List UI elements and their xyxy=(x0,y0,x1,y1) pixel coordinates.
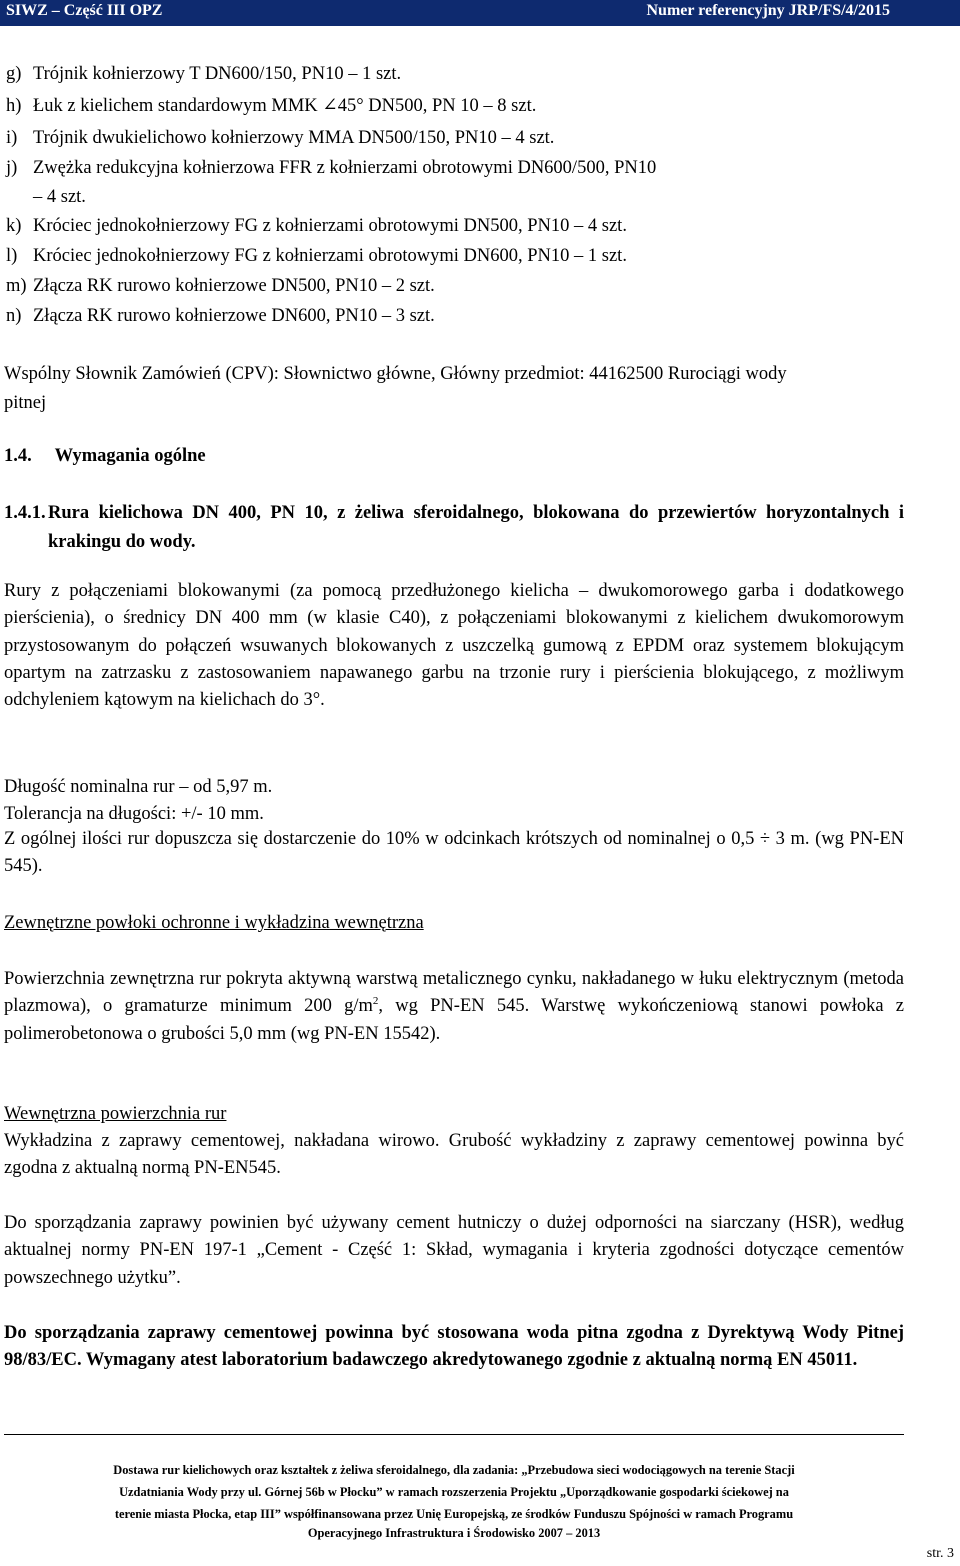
footer-line: Operacyjnego Infrastruktura i Środowisko 2007 – 2013 xyxy=(307,1526,601,1540)
page-number: str. 3 xyxy=(926,1546,954,1561)
list-letter: m) xyxy=(6,276,27,296)
section-number: 1.4. xyxy=(4,446,32,466)
inner-surface-paragraph: Wykładzina z zaprawy cementowej, nakładana wirowo. Grubość wykładziny z zaprawy cementowej powinna być zgodna z aktualną normą PN-EN545. xyxy=(4,1131,904,1179)
list-text: Króciec jednokołnierzowy FG z kołnierzami obrotowymi DN500, PN10 – 4 szt. xyxy=(33,216,627,236)
list-text: Trójnik dwukielichowo kołnierzowy MMA DN500/150, PN10 – 4 szt. xyxy=(33,128,555,148)
subsection-heading xyxy=(4,499,904,557)
list-item xyxy=(6,61,401,87)
list-item xyxy=(6,273,435,299)
length-tolerance: Tolerancja na długości: +/- 10 mm. xyxy=(4,804,264,824)
list-item xyxy=(6,125,554,151)
list-item xyxy=(6,155,656,181)
header-reference: Numer referencyjny JRP/FS/4/2015 xyxy=(646,2,890,19)
section-title: Wymagania ogólne xyxy=(54,446,206,466)
list-letter: j) xyxy=(6,158,18,178)
footer-line: terenie miasta Płocka, etap III” współfinansowana przez Unię Europejską, ze środków Funduszu Spójności w ramach Programu xyxy=(114,1507,794,1521)
pipe-description-paragraph: Rury z połączeniami blokowanymi (za pomocą przedłużonego kielicha – dwukomorowego garba i dodatkowego pierścienia), o średnicy DN 400 mm (w klasie C40), z połączeniami blokowanymi z kielichem dwukomorowym przystosowanym do połączeń wsuwanych blokowanych z uszczelką gumową z EPDM oraz systemem blokującym opartym na zatrzasku z zastosowaniem napawanego garbu na trzonie rury i pierścienia blokującego, z możliwym odchyleniem kątowym na kielichach do 3°. xyxy=(4,581,904,711)
list-text: Zwężka redukcyjna kołnierzowa FFR z kołnierzami obrotowymi DN600/500, PN10 xyxy=(33,158,657,178)
list-letter: h) xyxy=(6,96,22,116)
footer-line: Uzdatniania Wody przy ul. Górnej 56b w Płocku” w ramach rozszerzenia Projektu „Uporządkowanie gospodarki ściekowej na xyxy=(119,1485,789,1499)
list-letter: g) xyxy=(6,64,22,84)
list-letter: i) xyxy=(6,128,18,148)
list-text: Łuk z kielichem standardowym MMK ∠45° DN500, PN 10 – 8 szt. xyxy=(33,96,537,116)
nominal-length: Długość nominalna rur – od 5,97 m. xyxy=(4,777,273,797)
list-text: Złącza RK rurowo kołnierzowe DN600, PN10 – 3 szt. xyxy=(33,306,435,326)
footer-line: Dostawa rur kielichowych oraz kształtek z żeliwa sferoidalnego, dla zadania: „Przebudowa sieci wodociągowych na terenie Stacji xyxy=(113,1463,795,1477)
list-item-continuation: – 4 szt. xyxy=(33,187,86,207)
outer-coating-heading: Zewnętrzne powłoki ochronne i wykładzina wewnętrzna xyxy=(4,913,424,933)
water-requirement-paragraph: Do sporządzania zaprawy cementowej powinna być stosowana woda pitna zgodna z Dyrektywą Wody Pitnej 98/83/EC. Wymagany atest laboratorium badawczego akredytowanego zgodnie z aktualną normą EN 45011. xyxy=(4,1323,904,1371)
cpv-paragraph: Wspólny Słownik Zamówień (CPV): Słownictwo główne, Główny przedmiot: 44162500 Rurociągi wody pitnej xyxy=(4,364,787,413)
cement-paragraph: Do sporządzania zaprawy powinien być używany cement hutniczy o dużej odporności na siarczany (HSR), według aktualnej normy PN-EN 197-1 „Cement - Część 1: Skład, wymagania i kryteria zgodności dotyczące cementów powszechnego użytku”. xyxy=(4,1213,904,1288)
outer-coating-text-a: Powierzchnia zewnętrzna rur pokryta aktywną warstwą metalicznego cynku, nakładanego w łuku elektrycznym (metoda plazmowa), o gramaturze minimum 200 g/m xyxy=(4,969,904,1017)
list-letter: n) xyxy=(6,306,22,326)
header-title: SIWZ – Część III OPZ xyxy=(6,2,163,19)
footer-divider xyxy=(4,1434,904,1435)
outer-coating-text-b: , wg PN-EN 545. Warstwę wykończeniową stanowi powłoka z polimerobetonowa o grubości 5,0 mm (wg PN-EN 15542). xyxy=(4,996,905,1044)
outer-coating-paragraph xyxy=(4,966,904,1048)
list-text: Trójnik kołnierzowy T DN600/150, PN10 – 1 szt. xyxy=(33,64,402,84)
section-heading xyxy=(4,443,206,470)
list-item xyxy=(6,93,536,119)
list-text: Króciec jednokołnierzowy FG z kołnierzami obrotowymi DN600, PN10 – 1 szt. xyxy=(33,246,627,266)
page-header xyxy=(0,0,960,26)
subsection-title: Rura kielichowa DN 400, PN 10, z żeliwa sferoidalnego, blokowana do przewiertów horyzontalnych i krakingu do wody. xyxy=(48,503,904,552)
list-item xyxy=(6,243,627,269)
list-item xyxy=(6,213,627,239)
subsection-number: 1.4.1. xyxy=(4,503,46,523)
inner-surface-heading: Wewnętrzna powierzchnia rur xyxy=(4,1104,227,1124)
list-letter: l) xyxy=(6,246,18,266)
list-letter: k) xyxy=(6,216,22,236)
list-text: Złącza RK rurowo kołnierzowe DN500, PN10 – 2 szt. xyxy=(33,276,435,296)
superscript-2: 2 xyxy=(372,995,379,1008)
list-item xyxy=(6,303,435,329)
shorter-pipes-note: Z ogólnej ilości rur dopuszcza się dostarczenie do 10% w odcinkach krótszych od nominalnej o 0,5 ÷ 3 m. (wg PN-EN 545). xyxy=(4,829,904,877)
